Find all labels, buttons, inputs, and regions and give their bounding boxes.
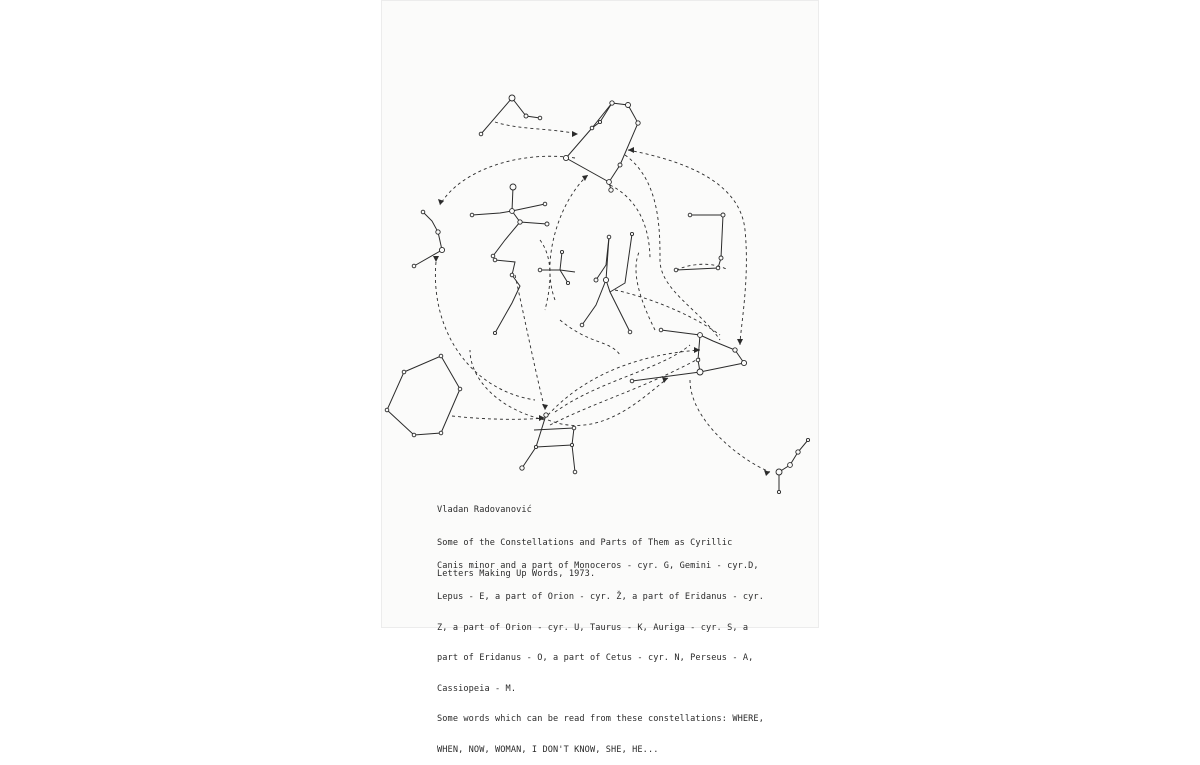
caption-line: Some words which can be read from these constellations: WHERE, [437,714,764,725]
constellation-stars [385,95,809,494]
arrowheads [433,131,770,476]
title-line: Some of the Constellations and Parts of Them as Cyrillic [437,538,733,549]
caption-line: Lepus - E, a part of Orion - cyr. Ž, a part of Eridanus - cyr. [437,592,764,603]
caption-line: Cassiopeia - M. [437,683,517,694]
caption-line: WHEN, NOW, WOMAN, I DON'T KNOW, SHE, HE... [437,745,659,756]
author-name: Vladan Radovanović [437,505,532,515]
dashed-connectors [435,122,770,472]
caption-line: part of Eridanus - O, a part of Cetus - cyr. N, Perseus - A, [437,653,754,664]
caption-line: Canis minor and a part of Monoceros - cyr. G, Gemini - cyr.D, [437,561,759,572]
title-line: Letters Making Up Words, 1973. [437,569,596,580]
caption-line: Z, a part of Orion - cyr. U, Taurus - K, Auriga - cyr. S, a [437,622,749,633]
artwork-caption [437,541,764,765]
